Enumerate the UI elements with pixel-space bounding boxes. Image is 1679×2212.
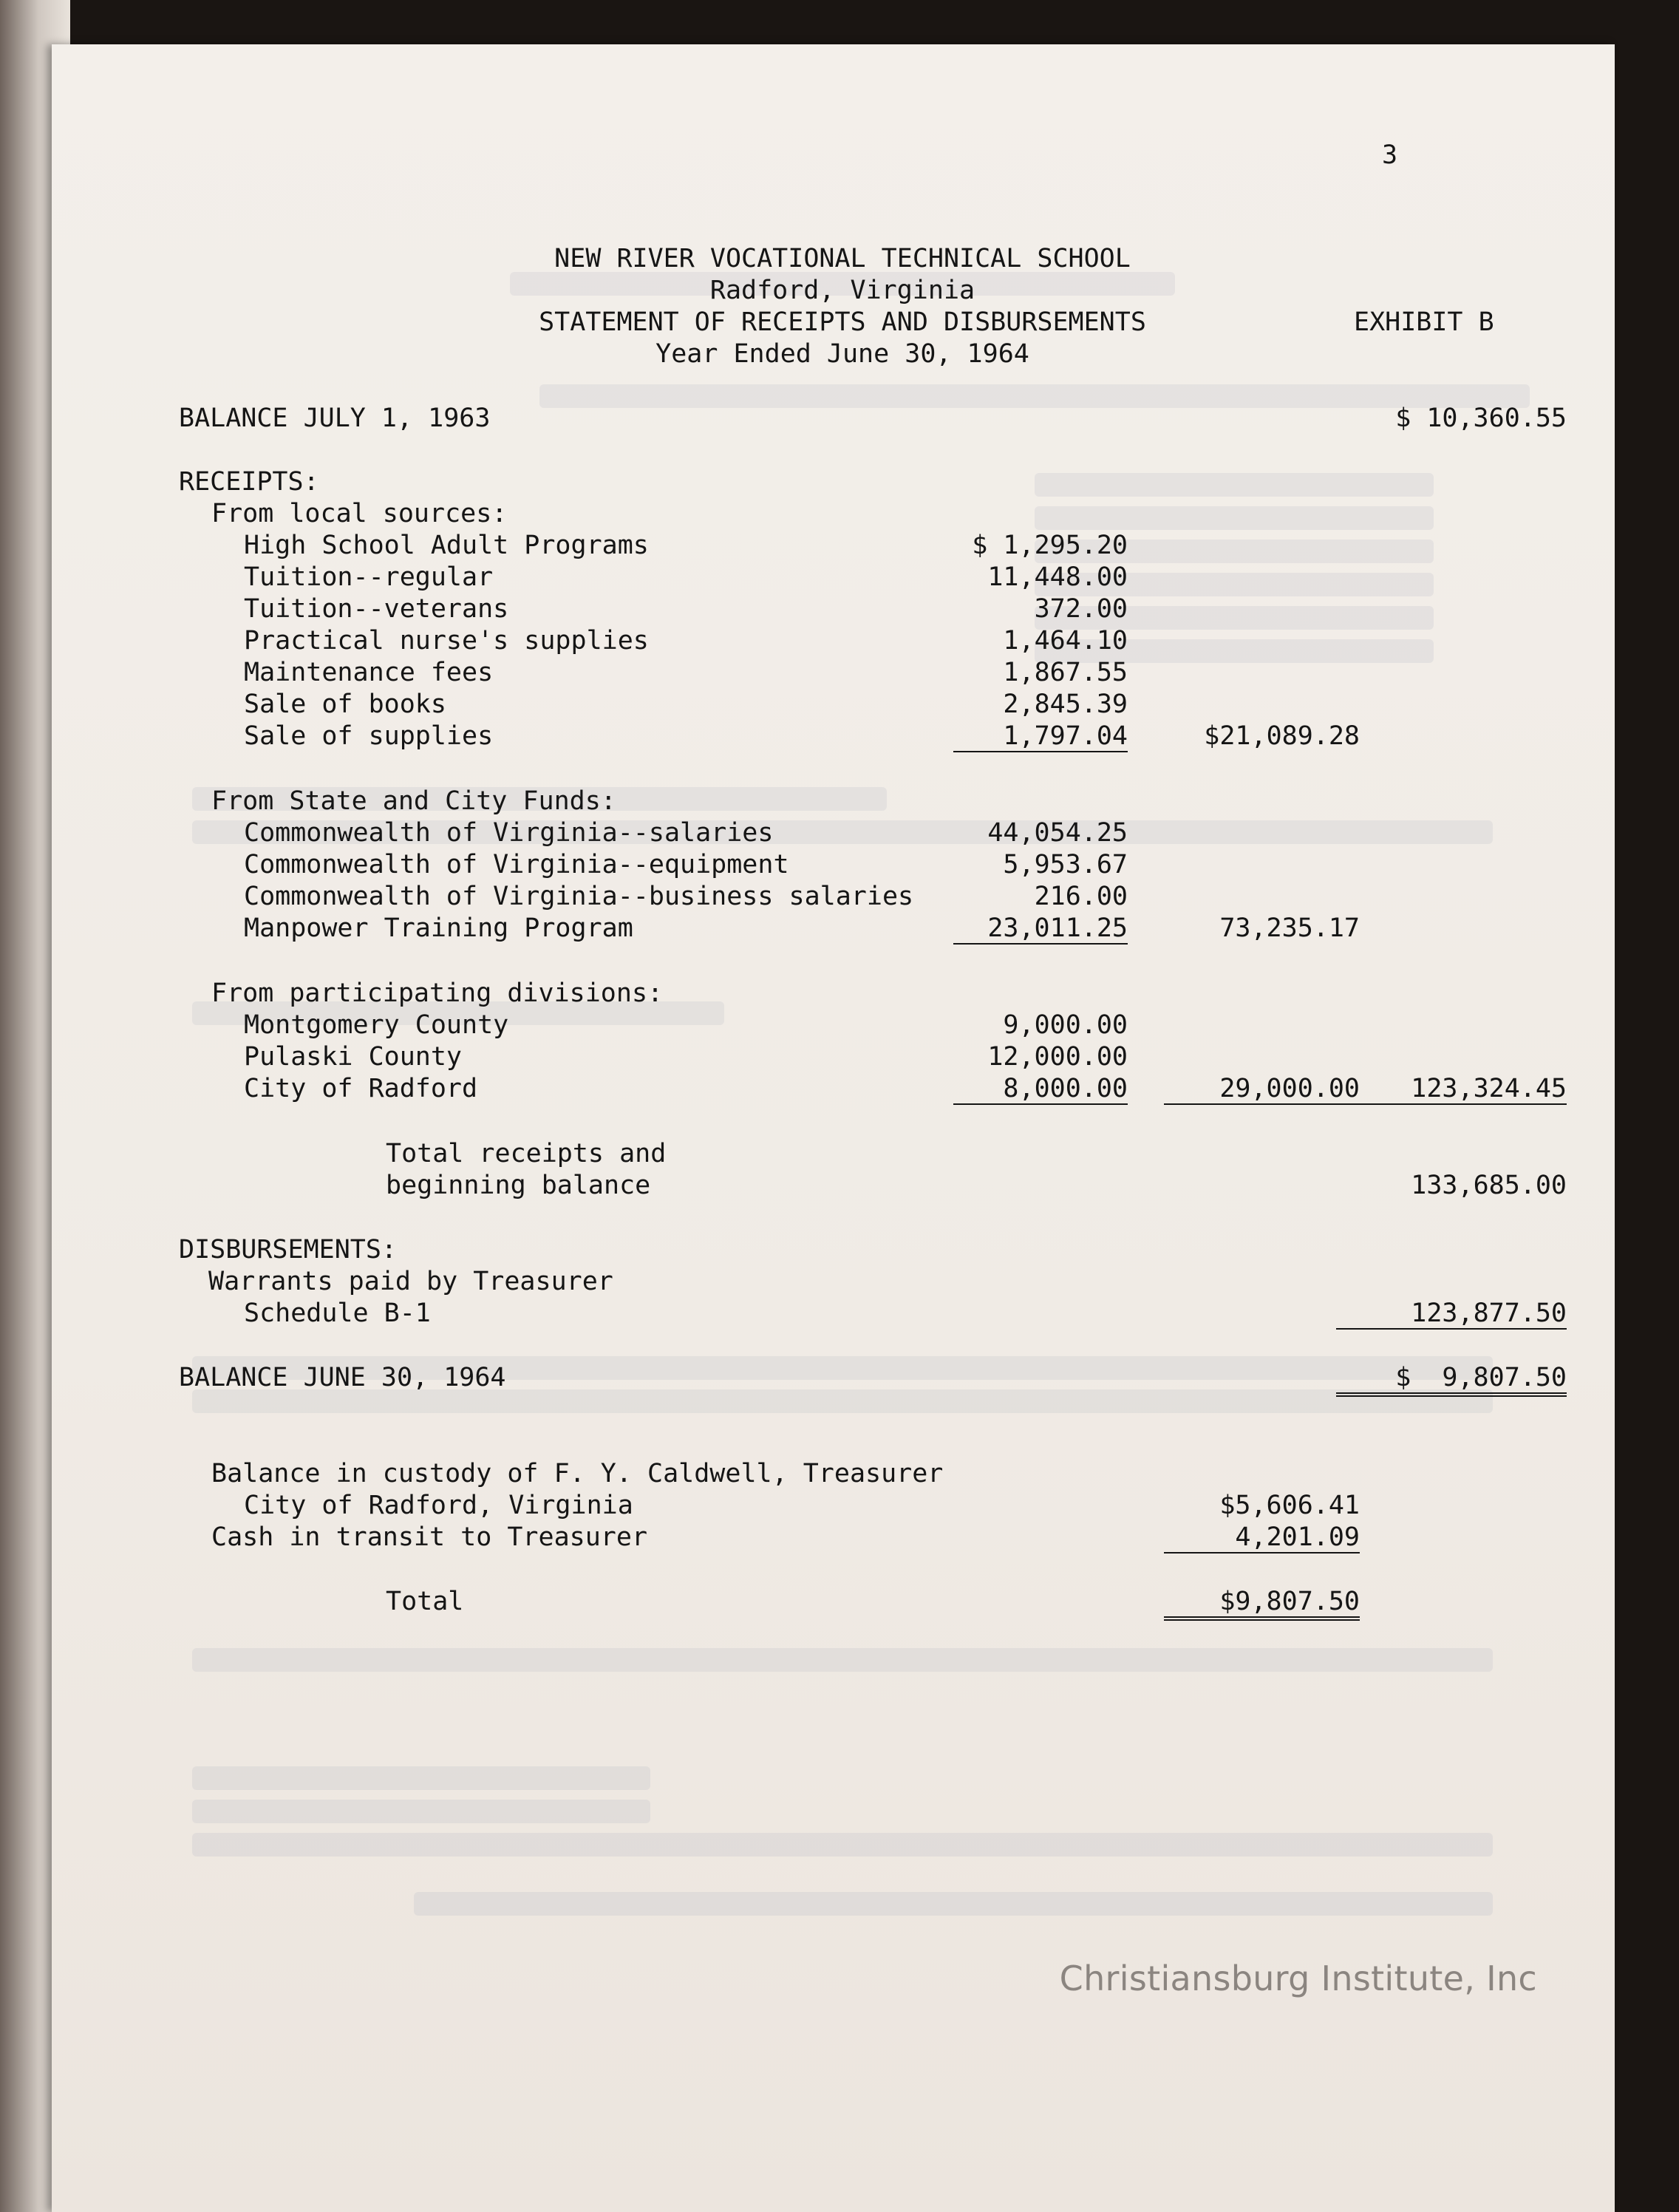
page-number: 3	[1382, 140, 1398, 170]
line-item-label: Pulaski County	[244, 1042, 463, 1072]
line-item-label: Montgomery County	[244, 1010, 509, 1040]
divisions-subtotal: 29,000.00	[1164, 1074, 1360, 1105]
transit-amount: 4,201.09	[1164, 1522, 1360, 1553]
line-item-amount: 44,054.25	[987, 818, 1128, 848]
line-item-label: Manpower Training Program	[244, 913, 633, 943]
disbursements-line: Warrants paid by Treasurer	[208, 1267, 613, 1296]
disbursements-amount: 123,877.50	[1336, 1299, 1567, 1330]
line-item-amount: 8,000.00	[953, 1074, 1128, 1105]
exhibit-label: EXHIBIT B	[1354, 307, 1494, 337]
total-receipts: 123,324.45	[1336, 1074, 1567, 1105]
line-item-label: Commonwealth of Virginia--business salaries	[244, 882, 914, 911]
disbursements-schedule: Schedule B-1	[244, 1299, 431, 1328]
local-subtotal: $21,089.28	[1204, 721, 1360, 751]
line-item-amount: 5,953.67	[1003, 850, 1128, 879]
closing-balance-amount: $ 9,807.50	[1336, 1363, 1567, 1397]
custody-total-amount: $9,807.50	[1164, 1587, 1360, 1621]
total-with-balance: 133,685.00	[1411, 1171, 1567, 1200]
school-name: NEW RIVER VOCATIONAL TECHNICAL SCHOOL	[554, 244, 1131, 273]
line-item-amount: 11,448.00	[987, 562, 1128, 592]
line-item-label: High School Adult Programs	[244, 531, 649, 560]
line-item-amount: 1,867.55	[1003, 658, 1128, 687]
opening-balance-amount: $ 10,360.55	[1395, 404, 1567, 433]
transit-line: Cash in transit to Treasurer	[211, 1522, 648, 1552]
total-receipts-label: beginning balance	[386, 1171, 651, 1200]
line-item-amount: $ 1,295.20	[972, 531, 1128, 560]
line-item-amount: 9,000.00	[1003, 1010, 1128, 1040]
document-page	[52, 44, 1615, 2212]
disbursements-heading: DISBURSEMENTS:	[179, 1235, 398, 1265]
line-item-label: Sale of books	[244, 690, 446, 719]
total-receipts-label: Total receipts and	[386, 1139, 667, 1168]
line-item-amount: 2,845.39	[1003, 690, 1128, 719]
local-sources-heading: From local sources:	[211, 499, 508, 528]
custody-amount: $5,606.41	[1219, 1491, 1360, 1520]
closing-balance-label: BALANCE JUNE 30, 1964	[179, 1363, 506, 1392]
line-item-amount: 216.00	[1034, 882, 1128, 911]
divisions-heading: From participating divisions:	[211, 979, 664, 1008]
line-item-label: Sale of supplies	[244, 721, 494, 751]
line-item-amount: 1,464.10	[1003, 626, 1128, 656]
state-city-subtotal: 73,235.17	[1219, 913, 1360, 943]
watermark: Christiansburg Institute, Inc	[1059, 1959, 1537, 1998]
line-item-label: Practical nurse's supplies	[244, 626, 649, 656]
receipts-heading: RECEIPTS:	[179, 467, 319, 497]
opening-balance-label: BALANCE JULY 1, 1963	[179, 404, 491, 433]
line-item-label: Commonwealth of Virginia--equipment	[244, 850, 789, 879]
statement-period: Year Ended June 30, 1964	[655, 339, 1029, 369]
line-item-amount: 1,797.04	[953, 721, 1128, 752]
custody-line: City of Radford, Virginia	[244, 1491, 633, 1520]
custody-total-label: Total	[386, 1587, 464, 1616]
line-item-label: Commonwealth of Virginia--salaries	[244, 818, 774, 848]
statement-title: STATEMENT OF RECEIPTS AND DISBURSEMENTS	[539, 307, 1146, 337]
school-location: Radford, Virginia	[709, 276, 975, 305]
line-item-amount: 23,011.25	[953, 913, 1128, 945]
line-item-label: City of Radford	[244, 1074, 478, 1103]
line-item-label: Tuition--veterans	[244, 594, 509, 624]
show-through-bleed	[52, 44, 1615, 2212]
custody-line: Balance in custody of F. Y. Caldwell, Treasurer	[211, 1459, 944, 1488]
line-item-label: Maintenance fees	[244, 658, 494, 687]
state-city-heading: From State and City Funds:	[211, 786, 616, 816]
line-item-amount: 12,000.00	[987, 1042, 1128, 1072]
line-item-label: Tuition--regular	[244, 562, 494, 592]
line-item-amount: 372.00	[1034, 594, 1128, 624]
